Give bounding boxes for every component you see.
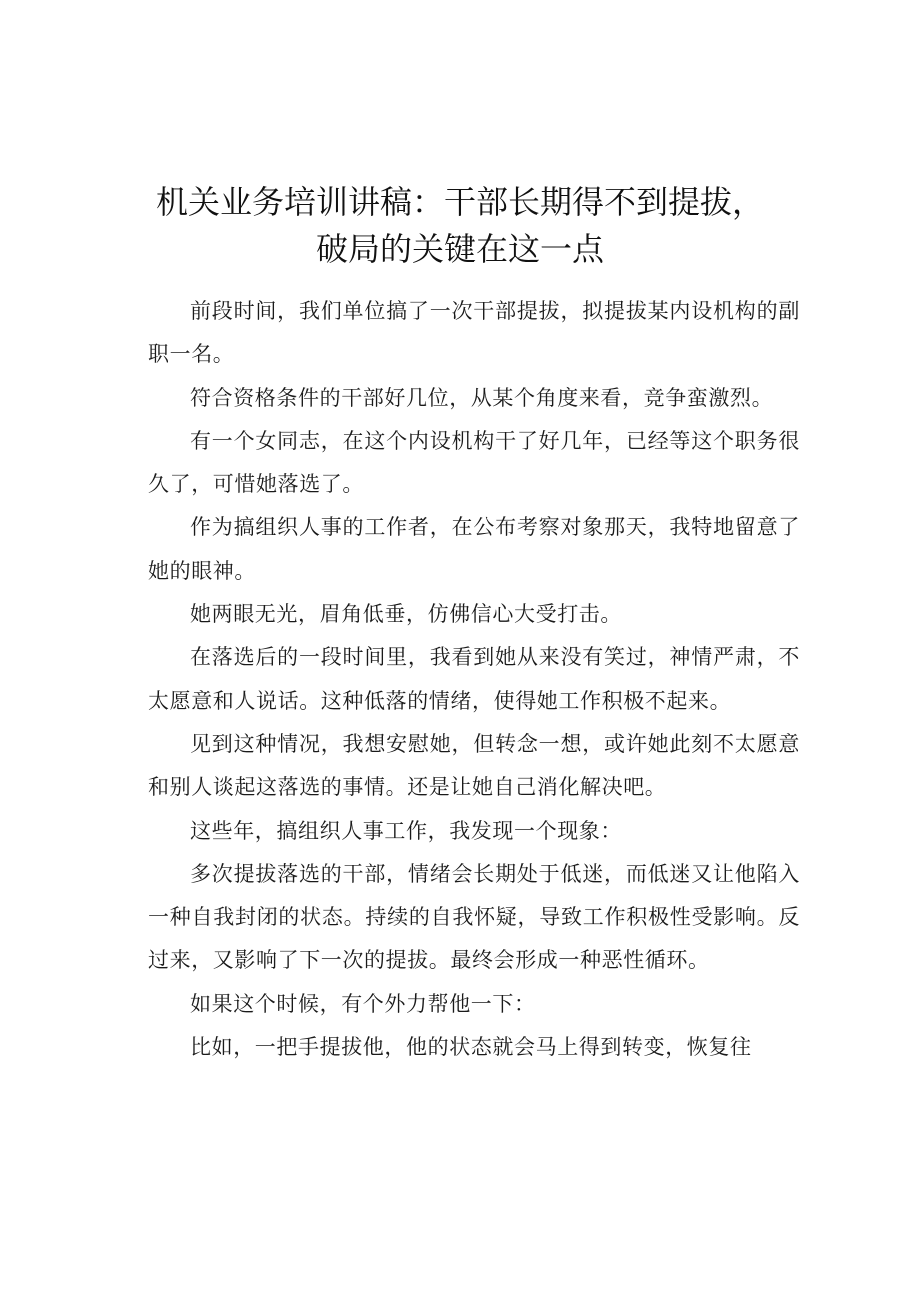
document-body bbox=[148, 290, 800, 1069]
paragraph: 她两眼无光，眉角低垂，仿佛信心大受打击。 bbox=[190, 602, 622, 627]
paragraph: 符合资格条件的干部好几位，从某个角度来看，竞争蛮激烈。 bbox=[190, 385, 774, 410]
paragraph: 见到这种情况，我想安慰她，但转念一想，或许她此刻不太愿意和别人谈起这落选的事情。还是让她自己消化解决吧。 bbox=[148, 731, 800, 800]
paragraph: 多次提拔落选的干部，情绪会长期处于低迷，而低迷又让他陷入一种自我封闭的状态。持续的自我怀疑，导致工作积极性受影响。反过来，又影响了下一次的提拔。最终会形成一种恶性循环。 bbox=[148, 861, 800, 973]
paragraph: 比如，一把手提拔他，他的状态就会马上得到转变，恢复往 bbox=[190, 1035, 752, 1060]
title-line-1: 机关业务培训讲稿：干部长期得不到提拔， bbox=[155, 183, 764, 222]
title-line-2: 破局的关键在这一点 bbox=[315, 230, 604, 269]
paragraph: 在落选后的一段时间里，我看到她从来没有笑过，神情严肃，不太愿意和人说话。这种低落的情绪，使得她工作积极不起来。 bbox=[148, 645, 800, 713]
paragraph: 如果这个时候，有个外力帮他一下： bbox=[190, 991, 536, 1016]
paragraph: 这些年，搞组织人事工作，我发现一个现象： bbox=[190, 818, 622, 843]
paragraph: 前段时间，我们单位搞了一次干部提拔，拟提拔某内设机构的副职一名。 bbox=[148, 299, 800, 367]
paragraph: 作为搞组织人事的工作者，在公布考察对象那天，我特地留意了她的眼神。 bbox=[148, 515, 800, 583]
document-title bbox=[120, 179, 800, 273]
paragraph: 有一个女同志，在这个内设机构干了好几年，已经等这个职务很久了，可惜她落选了。 bbox=[148, 428, 800, 497]
